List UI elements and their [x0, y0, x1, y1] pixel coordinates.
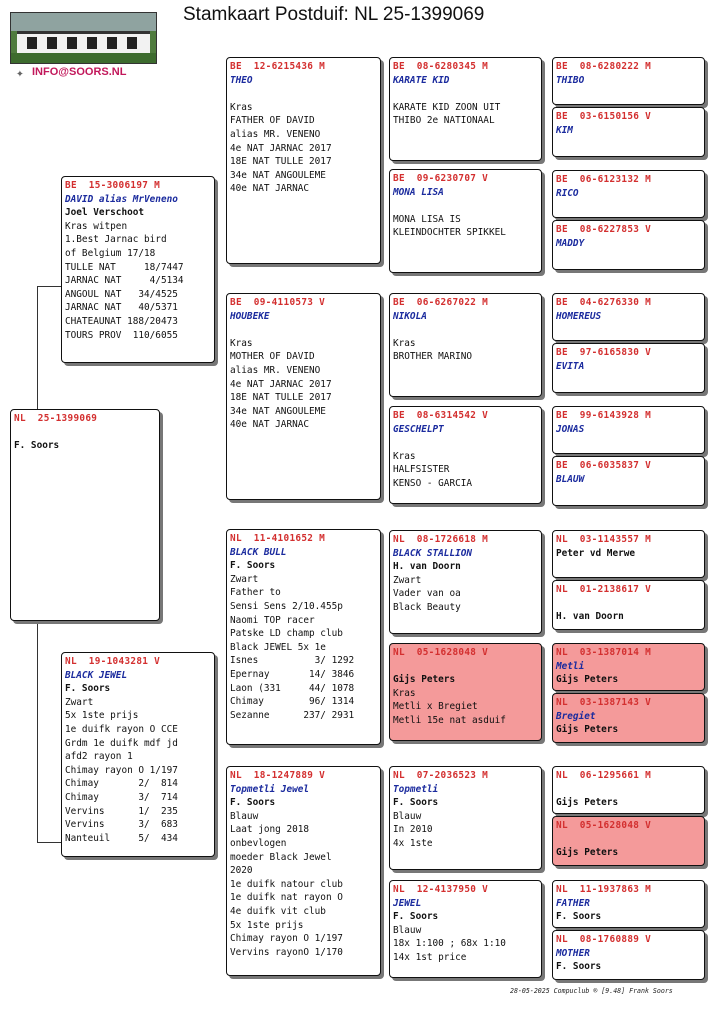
note-line: Chimay 96/ 1314	[230, 696, 355, 708]
email-link[interactable]: INFO@SOORS.NL	[32, 66, 127, 78]
ring-number: NL 12-4137950 V	[393, 884, 489, 895]
note-line: Epernay 14/ 3846	[230, 668, 355, 680]
pigeon-card-fffm[interactable]	[552, 107, 705, 157]
loft-logo	[10, 12, 157, 64]
note-line: 2020	[230, 865, 253, 877]
pigeon-name: KIM	[556, 124, 573, 136]
owner-name: F. Soors	[393, 797, 439, 809]
pigeon-name: BLACK BULL	[230, 546, 287, 558]
note-line: Patske LD champ club	[230, 628, 343, 640]
ring-number: BE 08-6280345 M	[393, 61, 489, 72]
pigeon-card-mfmm[interactable]	[552, 693, 705, 743]
note-line: Kras	[393, 450, 416, 462]
note-line: Grdm 1e duifk mdf jd	[65, 737, 178, 749]
ring-number: BE 06-6267022 M	[393, 297, 489, 308]
note-line: 4x 1ste	[393, 837, 433, 849]
note-line: KENSO - GARCIA	[393, 477, 473, 489]
note-line: 40e NAT JARNAC	[230, 419, 310, 431]
pigeon-name: THIBO	[556, 74, 585, 86]
note-line: Kras	[230, 337, 253, 349]
note-line: MONA LISA IS	[393, 213, 461, 225]
owner-name: Gijs Peters	[556, 797, 619, 809]
note-line: Chimay 3/ 714	[65, 791, 178, 803]
note-line: In 2010	[393, 824, 433, 836]
ring-number: NL 25-1399069	[14, 413, 98, 424]
owner-name: Gijs Peters	[556, 847, 619, 859]
note-line: Laon (331 44/ 1078	[230, 682, 355, 694]
pigeon-card-ffff[interactable]	[552, 57, 705, 105]
pigeon-name: KARATE KID	[393, 74, 450, 86]
note-line: of Belgium 17/18	[65, 247, 156, 259]
pigeon-name: MOTHER	[556, 947, 590, 959]
pigeon-name: RICO	[556, 187, 579, 199]
pigeon-card-ffm[interactable]	[389, 169, 542, 273]
note-line: 18E NAT TULLE 2017	[230, 392, 332, 404]
pigeon-card-mmff[interactable]	[552, 766, 705, 814]
note-line: Blauw	[230, 810, 259, 822]
pigeon-card-mmmf[interactable]	[552, 880, 705, 928]
note-line: HALFSISTER	[393, 464, 450, 476]
pigeon-card-fmff[interactable]	[552, 293, 705, 341]
note-line: Chimay rayon O 1/197	[230, 933, 343, 945]
pigeon-name: DAVID alias MrVeneno	[65, 193, 178, 205]
pigeon-name: HOMEREUS	[556, 310, 602, 322]
owner-name: Joel Verschoot	[65, 207, 145, 219]
ring-number: NL 06-1295661 M	[556, 770, 652, 781]
pigeon-name: Bregiet	[556, 710, 596, 722]
note-line: 5x 1ste prijs	[65, 710, 139, 722]
pigeon-card-mff[interactable]	[389, 530, 542, 634]
ring-number: BE 08-6227853 V	[556, 224, 652, 235]
note-line	[393, 436, 538, 450]
pigeon-icon: ✦	[16, 66, 24, 81]
pigeon-card-mmf[interactable]	[389, 766, 542, 870]
ring-number: BE 99-6143928 M	[556, 410, 652, 421]
ring-number: BE 09-4110573 V	[230, 297, 326, 308]
pigeon-card-fmm[interactable]	[389, 406, 542, 504]
note-line: Metli 15e nat asduif	[393, 714, 506, 726]
note-line: 4e duifk vit club	[230, 905, 326, 917]
note-line: JARNAC NAT 40/5371	[65, 302, 178, 314]
owner-name: H. van Doorn	[556, 611, 624, 623]
ring-number: NL 03-1143557 M	[556, 534, 652, 545]
note-line: Zwart	[393, 574, 422, 586]
note-line: 1e duifk nat rayon O	[230, 892, 343, 904]
pigeon-card-fmfm[interactable]	[552, 343, 705, 393]
pigeon-name: BLAUW	[556, 473, 585, 485]
ring-number: NL 07-2036523 M	[393, 770, 489, 781]
note-line: KLEINDOCHTER SPIKKEL	[393, 227, 506, 239]
pigeon-name: HOUBEKE	[230, 310, 270, 322]
pigeon-name: NIKOLA	[393, 310, 427, 322]
note-line: Black JEWEL 5x 1e	[230, 641, 326, 653]
note-line: Kras	[393, 687, 416, 699]
note-line: Nanteuil 5/ 434	[65, 832, 178, 844]
ring-number: BE 06-6123132 M	[556, 174, 652, 185]
note-line	[230, 323, 377, 337]
ring-number: BE 06-6035837 V	[556, 460, 652, 471]
pigeon-card-fmf[interactable]	[389, 293, 542, 397]
owner-name: Gijs Peters	[556, 724, 619, 736]
note-line: Kras	[230, 101, 253, 113]
note-line: Zwart	[230, 573, 259, 585]
pigeon-card-fff[interactable]	[389, 57, 542, 161]
pigeon-card-mm[interactable]	[226, 766, 381, 976]
note-line: Black Beauty	[393, 601, 461, 613]
pigeon-card-mother[interactable]	[61, 652, 215, 857]
ring-number: NL 05-1628048 V	[393, 647, 489, 658]
note-line: THIBO 2e NATIONAAL	[393, 115, 495, 127]
note-line: Blauw	[393, 924, 422, 936]
footer-text: 28-05-2025 Compuclub ® [9.48] Frank Soors	[510, 987, 673, 995]
ring-number: NL 01-2138617 V	[556, 584, 652, 595]
note-line: Vervins rayonO 1/170	[230, 946, 343, 958]
ring-number: NL 18-1247889 V	[230, 770, 326, 781]
page-title: Stamkaart Postduif: NL 25-1399069	[183, 4, 485, 25]
note-line: 18E NAT TULLE 2017	[230, 156, 332, 168]
ring-number: BE 04-6276330 M	[556, 297, 652, 308]
pigeon-name: MADDY	[556, 237, 585, 249]
pigeon-card-father[interactable]	[61, 176, 215, 363]
note-line: KARATE KID ZOON UIT	[393, 101, 501, 113]
note-line: alias MR. VENENO	[230, 128, 321, 140]
note-line: JARNAC NAT 4/5134	[65, 275, 184, 287]
note-line: 40e NAT JARNAC	[230, 183, 310, 195]
note-line: Father to	[230, 587, 281, 599]
pigeon-card-ffmm[interactable]	[552, 220, 705, 270]
ring-number: BE 15-3006197 M	[65, 180, 161, 191]
ring-number: BE 08-6280222 M	[556, 61, 652, 72]
pigeon-name: EVITA	[556, 360, 585, 372]
note-line: Blauw	[393, 810, 422, 822]
owner-name: F. Soors	[65, 683, 111, 695]
note-line: Chimay rayon O 1/197	[65, 764, 178, 776]
pigeon-card-mffm[interactable]	[552, 580, 705, 630]
pigeon-name: GESCHELPT	[393, 423, 444, 435]
note-line: Naomi TOP racer	[230, 614, 315, 626]
ring-number: BE 08-6314542 V	[393, 410, 489, 421]
note-line: 34e NAT ANGOULEME	[230, 405, 326, 417]
owner-name: F. Soors	[556, 911, 602, 923]
note-line: Sezanne 237/ 2931	[230, 709, 355, 721]
ring-number: BE 97-6165830 V	[556, 347, 652, 358]
note-line: 1.Best Jarnac bird	[65, 234, 167, 246]
note-line: Isnes 3/ 1292	[230, 655, 355, 667]
pigeon-card-mfmf[interactable]	[552, 643, 705, 691]
note-line: Kras witpen	[65, 220, 128, 232]
pigeon-card-mfm[interactable]	[389, 643, 542, 741]
note-line: MOTHER OF DAVID	[230, 351, 315, 363]
note-line: moeder Black Jewel	[230, 851, 332, 863]
note-line	[230, 87, 377, 101]
note-line: Kras	[393, 337, 416, 349]
note-line: 14x 1st price	[393, 951, 467, 963]
note-line: Vader van oa	[393, 588, 461, 600]
owner-name: Gijs Peters	[556, 674, 619, 686]
note-line	[393, 199, 538, 213]
note-line: CHATEAUNAT 188/20473	[65, 315, 178, 327]
pigeon-card-ffmf[interactable]	[552, 170, 705, 218]
pigeon-card-mf[interactable]	[226, 529, 381, 745]
note-line: FATHER OF DAVID	[230, 115, 315, 127]
ring-number: NL 11-1937863 M	[556, 884, 652, 895]
pigeon-name: BLACK STALLION	[393, 547, 473, 559]
pigeon-card-ff[interactable]	[226, 57, 381, 264]
note-line: Metli x Bregiet	[393, 701, 478, 713]
ring-number: NL 08-1726618 M	[393, 534, 489, 545]
pigeon-card-mfff[interactable]	[552, 530, 705, 578]
pigeon-name: JEWEL	[393, 897, 422, 909]
owner-name: F. Soors	[393, 911, 439, 923]
owner-name: Gijs Peters	[393, 674, 456, 686]
note-line: 4e NAT JARNAC 2017	[230, 378, 332, 390]
owner-name: F. Soors	[230, 560, 276, 572]
ring-number: BE 12-6215436 M	[230, 61, 326, 72]
ring-number: NL 03-1387143 V	[556, 697, 652, 708]
note-line: ANGOUL NAT 34/4525	[65, 288, 178, 300]
note-line: Vervins 1/ 235	[65, 805, 178, 817]
ring-number: BE 03-6150156 V	[556, 111, 652, 122]
note-line: BROTHER MARINO	[393, 351, 473, 363]
owner-name: Peter vd Merwe	[556, 547, 636, 559]
note-line: 1e duifk natour club	[230, 878, 343, 890]
pigeon-card-fmmf[interactable]	[552, 406, 705, 454]
owner-name: F. Soors	[556, 961, 602, 973]
pigeon-card-mmmm[interactable]	[552, 930, 705, 980]
pigeon-name: JONAS	[556, 423, 585, 435]
owner-name: F. Soors	[14, 440, 60, 452]
note-line: TOURS PROV 110/6055	[65, 329, 178, 341]
pigeon-card-fm[interactable]	[226, 293, 381, 500]
note-line: Chimay 2/ 814	[65, 778, 178, 790]
owner-name: H. van Doorn	[393, 561, 461, 573]
note-line	[393, 87, 538, 101]
note-line: TULLE NAT 18/7447	[65, 261, 184, 273]
note-line: afd2 rayon 1	[65, 751, 133, 763]
pigeon-card-fmmm[interactable]	[552, 456, 705, 506]
note-line: 5x 1ste prijs	[230, 919, 304, 931]
pigeon-card-subject[interactable]	[10, 409, 160, 621]
note-line: 1e duifk rayon O CCE	[65, 723, 178, 735]
note-line: 4e NAT JARNAC 2017	[230, 142, 332, 154]
pigeon-name: Topmetli	[393, 783, 439, 795]
ring-number: BE 09-6230707 V	[393, 173, 489, 184]
pigeon-name: THEO	[230, 74, 253, 86]
owner-name: F. Soors	[230, 797, 276, 809]
note-line: Sensi Sens 2/10.455p	[230, 600, 343, 612]
note-line: Vervins 3/ 683	[65, 819, 178, 831]
pigeon-name: BLACK JEWEL	[65, 669, 128, 681]
note-line	[393, 323, 538, 337]
note-line: onbevlogen	[230, 837, 287, 849]
note-line: Laat jong 2018	[230, 824, 310, 836]
note-line: 18x 1:100 ; 68x 1:10	[393, 938, 506, 950]
pigeon-name: MONA LISA	[393, 186, 444, 198]
ring-number: NL 05-1628048 V	[556, 820, 652, 831]
pigeon-card-mmm[interactable]	[389, 880, 542, 978]
note-line: alias MR. VENENO	[230, 364, 321, 376]
note-line: Zwart	[65, 696, 94, 708]
note-line: 34e NAT ANGOULEME	[230, 169, 326, 181]
ring-number: NL 11-4101652 M	[230, 533, 326, 544]
ring-number: NL 03-1387014 M	[556, 647, 652, 658]
pigeon-card-mmfm[interactable]	[552, 816, 705, 866]
pigeon-name: Topmetli Jewel	[230, 783, 310, 795]
pigeon-name: FATHER	[556, 897, 590, 909]
ring-number: NL 08-1760889 V	[556, 934, 652, 945]
pigeon-name: Metli	[556, 660, 585, 672]
ring-number: NL 19-1043281 V	[65, 656, 161, 667]
